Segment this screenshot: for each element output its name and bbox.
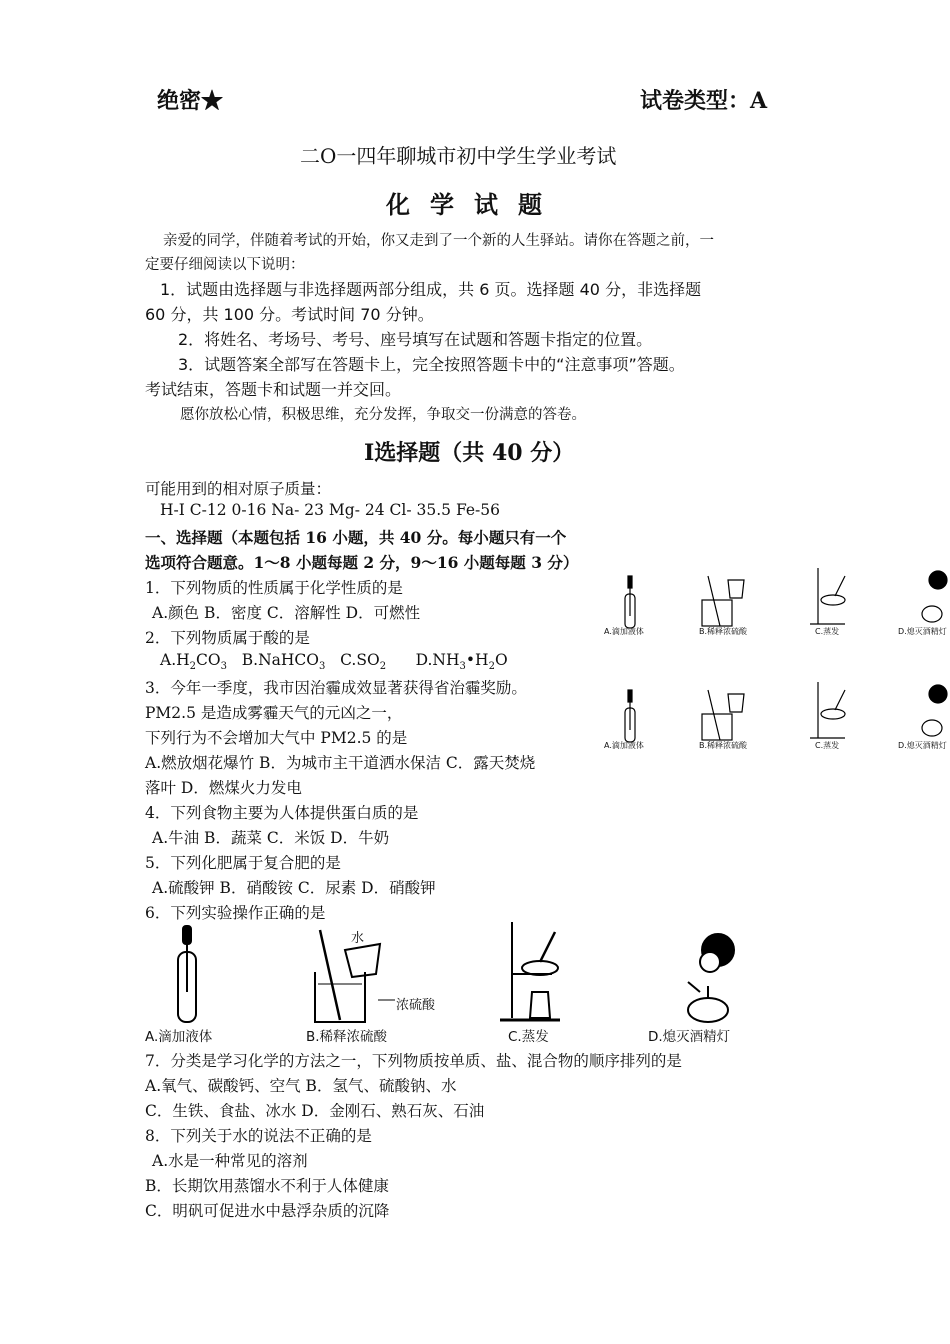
q3-stem-1: 3．今年一季度，我市因治霾成效显著获得省治霾奖励。: [145, 679, 527, 697]
q6-caption-c: C.蒸发: [508, 1029, 549, 1045]
q8-option-c: C．明矾可促进水中悬浮杂质的沉降: [145, 1202, 390, 1220]
q2-options: $A.H_2CO_3$ B.NaHCO$_3$ $C.SO_2$ $D.NH_3•H_2O$: [160, 651, 508, 673]
secret-label: 绝密★: [157, 88, 224, 114]
subject-title: 化学试题: [386, 190, 562, 219]
q6-caption-d: D.熄灭酒精灯: [648, 1029, 731, 1045]
q3-options-2: 落叶 D．燃煤火力发电: [145, 779, 302, 797]
thumb-2-caption-c: C.蒸发: [815, 741, 840, 750]
q5-stem: 5．下列化肥属于复合肥的是: [145, 854, 341, 872]
part1-heading-b: 选项符合题意。1～8 小题每题 2 分，9～16 小题每题 3 分）: [145, 553, 579, 572]
q4-options: A.牛油 B．蔬菜 C．米饭 D．牛奶: [152, 829, 390, 847]
q6-figures: [140, 922, 760, 1027]
section-title: I选择题（共 40 分）: [364, 440, 575, 466]
thumb-1-caption-d: D.熄灭酒精灯: [898, 627, 947, 636]
wish-line: 愿你放松心情，积极思维，充分发挥，争取交一份满意的答卷。: [180, 407, 586, 423]
note-1a: 1．试题由选择题与非选择题两部分组成，共 6 页。选择题 40 分，非选择题: [160, 280, 702, 299]
q1-stem: 1．下列物质的性质属于化学性质的是: [145, 579, 403, 597]
q6-stem: 6．下列实验操作正确的是: [145, 904, 326, 922]
atomic-mass-label: 可能用到的相对原子质量：: [145, 480, 332, 498]
acid-label: 浓硫酸: [396, 998, 436, 1013]
q3-options-1: A.燃放烟花爆竹 B．为城市主干道洒水保洁 C．露天焚烧: [145, 754, 536, 772]
note-3b: 考试结束，答题卡和试题一并交回。: [145, 380, 402, 399]
note-2: 2．将姓名、考场号、考号、座号填写在试题和答题卡指定的位置。: [178, 330, 653, 349]
q6-caption-b: B.稀释浓硫酸: [306, 1029, 388, 1045]
thumb-2-caption-b: B.稀释浓硫酸: [699, 741, 748, 750]
thumb-1-caption-a: A.滴加液体: [604, 627, 644, 636]
thumb-2-caption-a: A.滴加液体: [604, 741, 644, 750]
q2-stem: 2．下列物质属于酸的是: [145, 629, 310, 647]
q3-stem-3: 下列行为不会增加大气中 PM2.5 的是: [145, 729, 408, 747]
exam-title: 二O一四年聊城市初中学生学业考试: [300, 144, 617, 168]
q7-stem: 7．分类是学习化学的方法之一，下列物质按单质、盐、混合物的顺序排列的是: [145, 1052, 682, 1070]
thumb-2-caption-d: D.熄灭酒精灯: [898, 741, 947, 750]
intro-line-2: 定要仔细阅读以下说明：: [145, 257, 305, 273]
q7-options-1: A.氧气、碳酸钙、空气 B．氢气、硫酸钠、水: [145, 1077, 457, 1095]
note-1b: 60 分，共 100 分。考试时间 70 分钟。: [145, 305, 434, 324]
thumb-1-caption-b: B.稀释浓硫酸: [699, 627, 748, 636]
q7-options-2: C．生铁、食盐、冰水 D．金刚石、熟石灰、石油: [145, 1102, 485, 1120]
q6-caption-a: A.滴加液体: [145, 1029, 213, 1045]
q8-option-b: B．长期饮用蒸馏水不利于人体健康: [145, 1177, 389, 1195]
water-label: 水: [351, 931, 365, 946]
atomic-masses: H-I C-12 0-16 Na- 23 Mg- 24 Cl- 35.5 Fe-56: [160, 501, 500, 519]
paper-type: 试卷类型：A: [640, 88, 768, 114]
q5-options: A.硫酸钾 B．硝酸铵 C．尿素 D．硝酸钾: [152, 879, 436, 897]
q8-option-a: A.水是一种常见的溶剂: [152, 1152, 308, 1170]
q3-stem-2: PM2.5 是造成雾霾天气的元凶之一，: [145, 704, 403, 722]
dropper-bulb: [183, 926, 191, 944]
note-3a: 3．试题答案全部写在答题卡上，完全按照答题卡中的“注意事项”答题。: [178, 355, 685, 374]
q1-options: A.颜色 B．密度 C．溶解性 D．可燃性: [152, 604, 421, 622]
q8-stem: 8．下列关于水的说法不正确的是: [145, 1127, 372, 1145]
part1-heading-a: 一、选择题（本题包括 16 小题，共 40 分。每小题只有一个: [145, 528, 567, 547]
thumb-1-caption-c: C.蒸发: [815, 627, 840, 636]
q4-stem: 4．下列食物主要为人体提供蛋白质的是: [145, 804, 419, 822]
intro-line-1: 亲爱的同学，伴随着考试的开始，你又走到了一个新的人生驿站。请你在答题之前，一: [163, 233, 714, 249]
